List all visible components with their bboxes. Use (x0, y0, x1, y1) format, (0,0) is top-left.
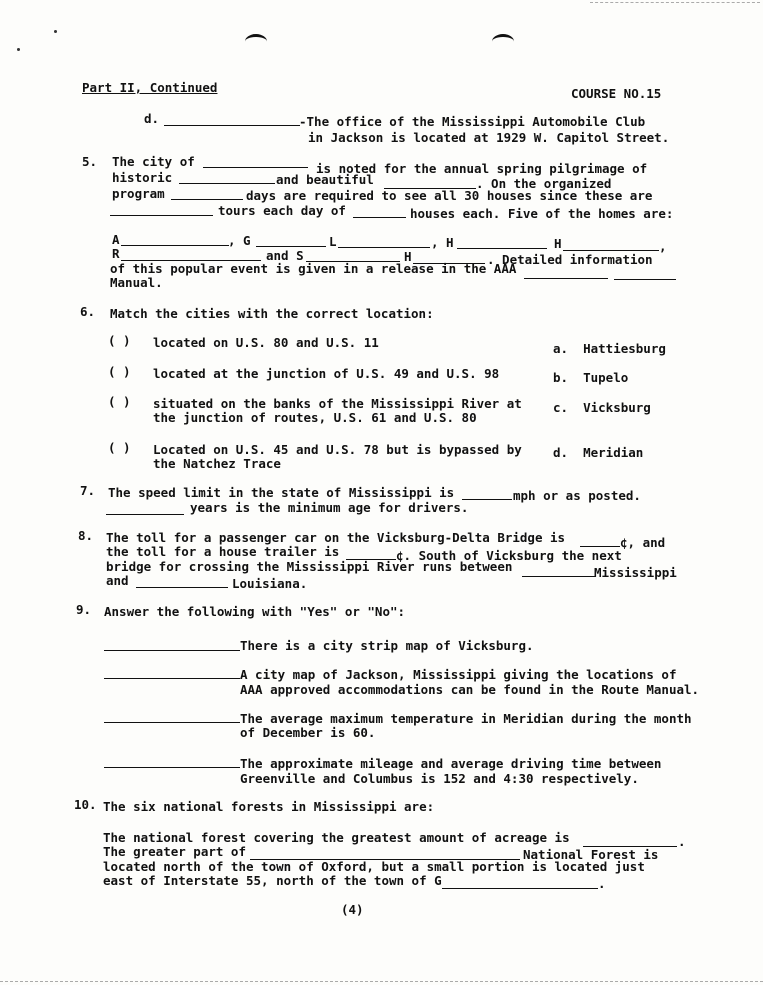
q7-number: 7. (80, 483, 96, 498)
q10-number: 10. (74, 797, 97, 812)
q5-text: , H (431, 235, 454, 250)
answer-blank[interactable] (106, 514, 184, 515)
q5-text: tours each day of (218, 203, 346, 218)
part-heading: Part II, Continued (82, 80, 218, 95)
yes-no-item: The average maximum temperature in Meridian during the month (240, 711, 692, 726)
binder-mark-left (245, 34, 267, 49)
q10-prompt: The six national forests in Mississippi are: (103, 799, 435, 814)
q5-text: and S (266, 248, 304, 263)
q8-text: and (106, 573, 129, 588)
q8-text: Mississippi (594, 565, 677, 580)
city-option: a. Hattiesburg (553, 341, 666, 356)
answer-blank[interactable] (171, 199, 243, 200)
q5-text: L (329, 234, 337, 249)
q5-text: of this popular event is given in a release in the AAA (110, 261, 517, 276)
answer-blank[interactable] (522, 576, 596, 577)
q5-text: . On the organized (476, 176, 612, 191)
q5-text: H (404, 249, 412, 264)
answer-blank[interactable] (353, 217, 406, 218)
q10-text: The national forest covering the greatest amount of acreage is (103, 830, 570, 845)
q8-text: The toll for a passenger car on the Vicksburg-Delta Bridge is (106, 530, 566, 545)
answer-blank[interactable] (457, 248, 547, 249)
city-option: d. Meridian (553, 445, 644, 460)
answer-blank[interactable] (121, 245, 229, 246)
course-number: COURSE NO.15 (571, 86, 662, 101)
answer-blank[interactable] (256, 246, 326, 247)
match-paren[interactable]: ( ) (108, 364, 131, 379)
answer-blank[interactable] (104, 650, 240, 651)
answer-blank[interactable] (179, 183, 275, 184)
item-d-line2: in Jackson is located at 1929 W. Capitol Street. (308, 130, 670, 145)
q5-text: historic (112, 170, 173, 185)
q9-prompt: Answer the following with "Yes" or "No": (104, 604, 406, 619)
scan-speck (17, 48, 20, 51)
q7-text: years is the minimum age for drivers. (190, 500, 469, 515)
q7-text: mph or as posted. (513, 488, 641, 503)
q5-text: R (112, 246, 120, 261)
q6-number: 6. (80, 304, 96, 319)
answer-blank[interactable] (442, 888, 598, 889)
q8-number: 8. (78, 528, 94, 543)
q5-number: 5. (82, 154, 98, 169)
q5-text: houses each. Five of the homes are: (410, 206, 674, 221)
binder-mark-right (492, 34, 514, 49)
answer-blank[interactable] (104, 722, 240, 723)
match-item-cont: the Natchez Trace (153, 456, 281, 471)
q5-text: H (554, 236, 562, 251)
q5-text: , G (228, 233, 251, 248)
q5-text: A (112, 232, 120, 247)
yes-no-item: A city map of Jackson, Mississippi giving the locations of (240, 667, 677, 682)
q5-text: is noted for the annual spring pilgrimage of (316, 161, 648, 176)
q8-text: the toll for a house trailer is (106, 544, 340, 559)
yes-no-item: There is a city strip map of Vicksburg. (240, 638, 534, 653)
q8-text: bridge for crossing the Mississippi River runs between (106, 559, 513, 574)
answer-blank[interactable] (104, 678, 240, 679)
q10-text: National Forest is (523, 847, 659, 862)
q9-number: 9. (76, 602, 92, 617)
item-d-line1: -The office of the Mississippi Automobile Club (299, 114, 646, 129)
q8-text: ¢, and (620, 535, 666, 550)
q5-text: days are required to see all 30 houses since these are (246, 188, 653, 203)
q10-text: . (598, 876, 606, 891)
page-number: (4) (341, 902, 364, 917)
q5-text: The city of (112, 154, 195, 169)
q10-text: east of Interstate 55, north of the town of G (103, 873, 442, 888)
q10-text: located north of the town of Oxford, but a small portion is located just (103, 859, 645, 874)
match-paren[interactable]: ( ) (108, 440, 131, 455)
match-paren[interactable]: ( ) (108, 333, 131, 348)
q5-text: Manual. (110, 275, 163, 290)
answer-blank[interactable] (110, 215, 213, 216)
answer-blank[interactable] (614, 279, 676, 280)
q6-prompt: Match the cities with the correct location: (110, 306, 434, 321)
match-item-cont: the junction of routes, U.S. 61 and U.S. 80 (153, 410, 477, 425)
scan-speck (54, 30, 57, 33)
answer-blank[interactable] (203, 167, 308, 168)
answer-blank[interactable] (164, 125, 300, 126)
match-item: Located on U.S. 45 and U.S. 78 but is bypassed by (153, 442, 522, 457)
yes-no-item-cont: of December is 60. (240, 725, 376, 740)
answer-blank[interactable] (104, 767, 240, 768)
match-item: located at the junction of U.S. 49 and U.S. 98 (153, 366, 500, 381)
yes-no-item-cont: AAA approved accommodations can be found in the Route Manual. (240, 682, 700, 697)
answer-blank[interactable] (524, 278, 608, 279)
city-option: c. Vicksburg (553, 400, 651, 415)
q10-text: The greater part of (103, 844, 246, 859)
city-option: b. Tupelo (553, 370, 629, 385)
answer-blank[interactable] (462, 499, 512, 500)
q7-text: The speed limit in the state of Mississippi is (108, 485, 455, 500)
match-item: located on U.S. 80 and U.S. 11 (153, 335, 379, 350)
bottom-edge-dash (0, 981, 763, 982)
answer-blank[interactable] (580, 546, 620, 547)
q8-text: ¢. South of Vicksburg the next (396, 548, 622, 563)
answer-blank[interactable] (563, 250, 659, 251)
q10-text: . (678, 834, 686, 849)
q5-text: program (112, 186, 165, 201)
match-item: situated on the banks of the Mississippi River at (153, 396, 522, 411)
yes-no-item-cont: Greenville and Columbus is 152 and 4:30 respectively. (240, 771, 639, 786)
top-edge-dash (590, 2, 760, 3)
answer-blank[interactable] (136, 587, 228, 588)
match-paren[interactable]: ( ) (108, 394, 131, 409)
answer-blank[interactable] (338, 247, 430, 248)
q5-text: . Detailed information (487, 252, 653, 267)
q5-text: and beautiful (276, 172, 374, 187)
item-d-label: d. (144, 111, 160, 126)
q8-text: Louisiana. (232, 576, 308, 591)
q5-text: , (659, 239, 667, 254)
yes-no-item: The approximate mileage and average driving time between (240, 756, 662, 771)
